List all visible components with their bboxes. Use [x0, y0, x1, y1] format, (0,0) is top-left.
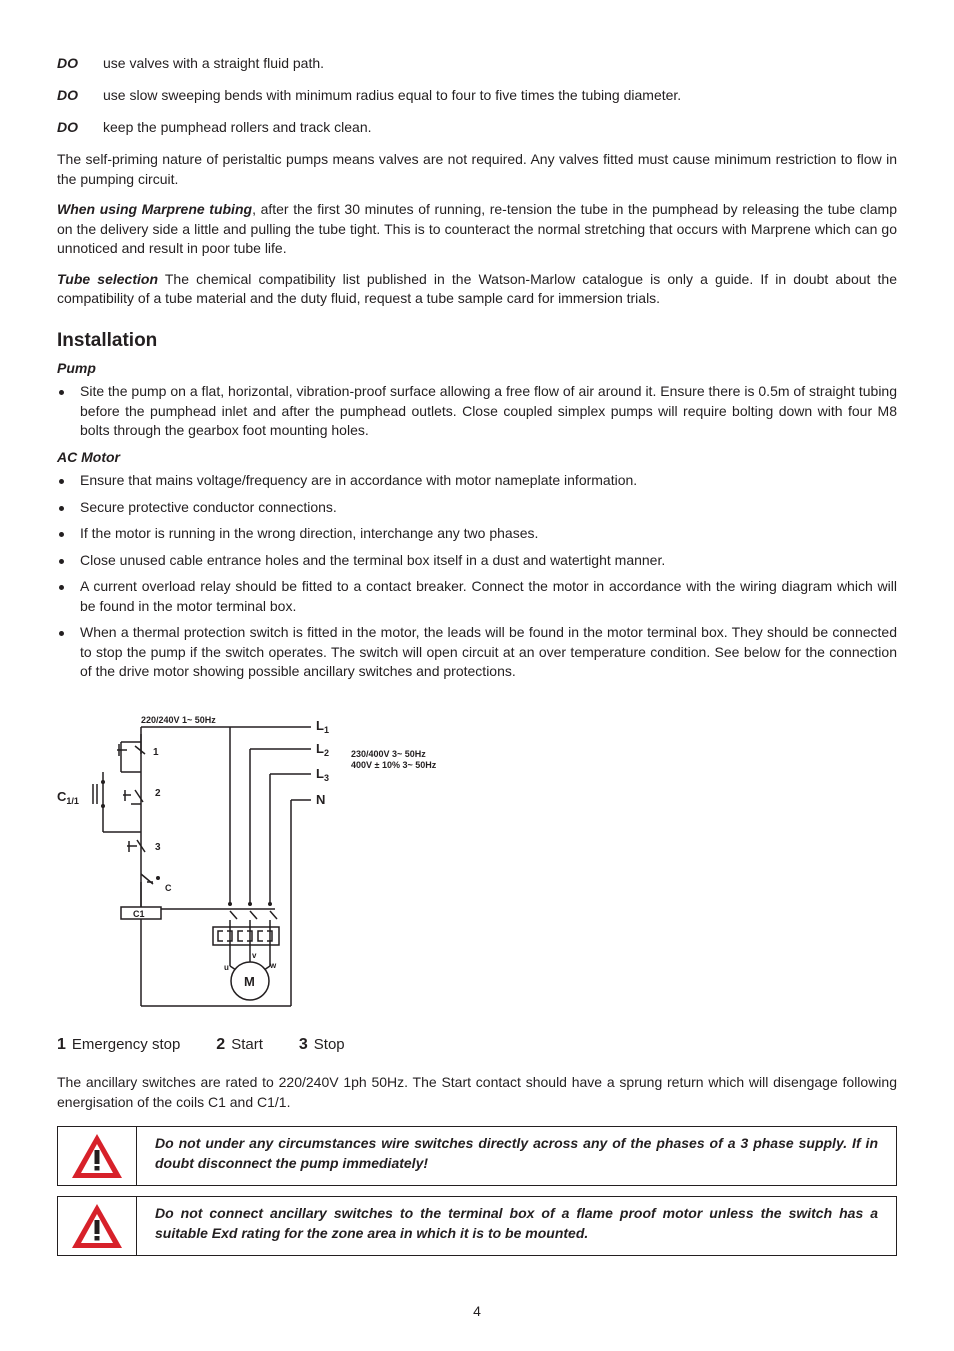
do-keyword: DO: [57, 87, 78, 104]
page-number: 4: [473, 1303, 481, 1319]
wiring-diagram: [57, 706, 477, 1016]
motor-list: [57, 471, 897, 682]
list-item: If the motor is running in the wrong direction, interchange any two phases.: [57, 524, 897, 544]
contact-label: C: [165, 883, 172, 893]
list-item: Ensure that mains voltage/frequency are in accordance with motor nameplate information.: [57, 471, 897, 491]
warning-triangle-icon: [69, 1201, 125, 1251]
legend-number: 3: [298, 1036, 308, 1053]
terminal-v: v: [252, 951, 257, 960]
marprene-lead: When using Marprene tubing: [57, 201, 253, 217]
legend-number: 2: [216, 1036, 226, 1053]
list-item: Close unused cable entrance holes and the terminal box itself in a dust and watertight manner.: [57, 551, 897, 571]
diagram-legend: [57, 1035, 381, 1055]
line-label-l2: $L_2$: [316, 741, 329, 758]
section-title-installation: Installation: [57, 329, 158, 351]
terminal-u: u: [224, 963, 229, 972]
list-item: Site the pump on a flat, horizontal, vibration-proof surface allowing a free flow of air around it. Ensure there is 0.5m of straight tubing before the pumphead inlet and after the pumphead outlets. Close coupled simplex pumps will require bolting down with four M8 bolts through the gearbox foot mounting holes.: [57, 382, 897, 441]
warning-triangle-icon: [69, 1131, 125, 1181]
warning-box: [57, 1196, 897, 1256]
do-text: keep the pumphead rollers and track clean.: [103, 119, 372, 136]
legend-item: [216, 1035, 263, 1055]
do-text: use valves with a straight fluid path.: [103, 55, 325, 72]
do-text: use slow sweeping bends with minimum radius equal to four to five times the tubing diameter.: [103, 87, 682, 104]
coil-aux-label: $C_{1/1}$: [57, 789, 79, 806]
do-keyword: DO: [57, 55, 78, 72]
line-label-n: N: [316, 792, 326, 807]
subheading-ac-motor: AC Motor: [57, 448, 120, 465]
tube-selection-lead: Tube selection: [57, 270, 158, 287]
paragraph-tube-selection: [57, 270, 897, 309]
legend-label: Stop: [313, 1036, 345, 1053]
supply-three-label-1: 230/400V 3~ 50Hz: [351, 749, 426, 759]
switch-number-1: 1: [153, 747, 159, 758]
legend-label: Emergency stop: [71, 1036, 181, 1053]
switch-number-3: 3: [155, 842, 161, 853]
marprene-text: , after the first 30 minutes of running, re-tension the tube in the pumphead by releasing the tube clamp on the delivery side a little and pulling the tube tight. This is to counteract the normal stretching that occurs with Marprene which can go unnoticed and result in poor tube life.: [57, 201, 898, 256]
legend-item: [299, 1035, 345, 1055]
list-item: When a thermal protection switch is fitted in the motor, the leads will be found in the motor terminal box. They should be connected to stop the pump if the switch operates. The switch will open circuit at an over temperature condition. See below for the connection of the drive motor showing possible ancillary switches and protections.: [57, 623, 897, 682]
warning-text: Do not under any circumstances wire switches directly across any of the phases of a 3 phase supply. If in doubt disconnect the pump immediately!: [155, 1135, 878, 1171]
line-label-l3: $L_3$: [316, 766, 329, 783]
motor-label: M: [244, 974, 255, 989]
do-item: [57, 86, 897, 106]
list-item: A current overload relay should be fitted to a contact breaker. Connect the motor in accordance with the wiring diagram which will be found in the motor terminal box.: [57, 577, 897, 616]
do-item: [57, 54, 897, 74]
tube-selection-text: The chemical compatibility list published in the Watson-Marlow catalogue is only a guide. If in doubt about the compatibility of a tube material and the duty fluid, request a tube sample card for immersion trials.: [57, 270, 897, 306]
paragraph-ancillary: The ancillary switches are rated to 220/240V 1ph 50Hz. The Start contact should have a sprung return which will disengage following energisation of the coils C1 and C1/1.: [57, 1074, 897, 1110]
coil-label: C1: [133, 909, 145, 919]
list-item: Secure protective conductor connections.: [57, 498, 897, 518]
do-keyword: DO: [57, 119, 78, 136]
legend-number: 1: [57, 1036, 66, 1053]
warning-box: [57, 1126, 897, 1186]
warning-icon-cell: [58, 1197, 137, 1255]
page-body: [57, 54, 897, 689]
supply-three-label-2: 400V ± 10% 3~ 50Hz: [351, 760, 437, 770]
pump-list: [57, 382, 897, 441]
warning-icon-cell: [58, 1127, 137, 1185]
line-label-l1: $L_1$: [316, 718, 329, 735]
switch-number-2: 2: [155, 788, 161, 799]
legend-item: [57, 1035, 180, 1055]
do-item: [57, 118, 897, 138]
supply-single-label: 220/240V 1~ 50Hz: [141, 715, 216, 725]
warning-text: Do not connect ancillary switches to the terminal box of a flame proof motor unless the switch has a suitable Exd rating for the zone area in which it is to be mounted.: [155, 1205, 878, 1241]
legend-label: Start: [231, 1036, 263, 1053]
terminal-w: w: [270, 961, 277, 970]
subheading-pump: Pump: [57, 359, 96, 376]
paragraph-self-priming: The self-priming nature of peristaltic pumps means valves are not required. Any valves fitted must cause minimum restriction to flow in the pumping circuit.: [57, 151, 897, 187]
paragraph-marprene: [57, 200, 897, 259]
